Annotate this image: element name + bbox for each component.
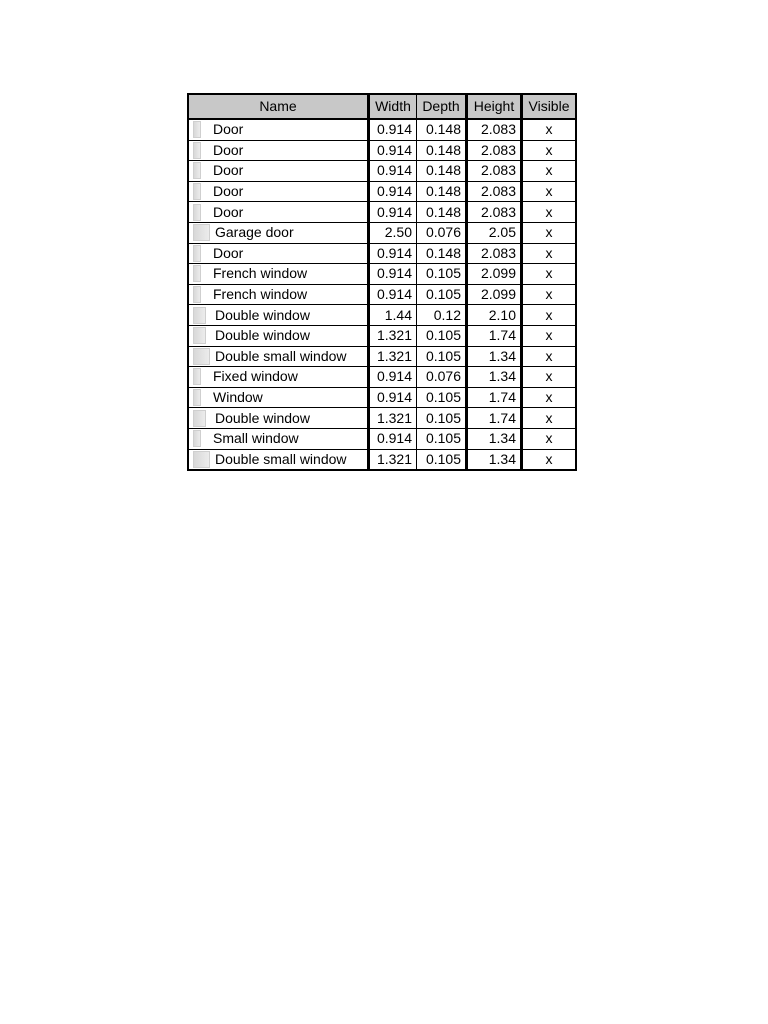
cell-height: 1.74 (467, 387, 522, 408)
cell-depth: 0.148 (417, 243, 467, 264)
name-wrap (193, 182, 367, 201)
cell-visible: x (522, 367, 577, 388)
furniture-table (187, 93, 577, 471)
table-row[interactable] (188, 449, 576, 470)
row-name-label: Door (213, 162, 244, 179)
cell-name (188, 346, 369, 367)
cell-depth: 0.076 (417, 367, 467, 388)
cell-visible: x (522, 264, 577, 285)
row-name-label: French window (213, 286, 308, 303)
table-row[interactable] (188, 222, 576, 243)
cell-name (188, 264, 369, 285)
row-name-label: Double window (215, 409, 310, 426)
cell-name (188, 119, 369, 140)
row-name-label: Double small window (215, 347, 347, 364)
cell-name (188, 408, 369, 429)
cell-width: 0.914 (369, 119, 417, 140)
french-window-icon (193, 286, 201, 303)
cell-height: 2.05 (467, 222, 522, 243)
double-small-window-icon (193, 348, 210, 365)
name-wrap (193, 388, 367, 407)
table-row[interactable] (188, 243, 576, 264)
table-body (188, 119, 576, 470)
cell-width: 0.914 (369, 140, 417, 161)
double-window-icon (193, 410, 206, 427)
cell-width: 1.321 (369, 325, 417, 346)
cell-name (188, 181, 369, 202)
row-name-label: Door (213, 121, 244, 138)
cell-width: 0.914 (369, 284, 417, 305)
cell-depth: 0.105 (417, 264, 467, 285)
name-wrap (193, 285, 367, 304)
cell-visible: x (522, 243, 577, 264)
garage-door-icon (193, 224, 210, 241)
cell-depth: 0.105 (417, 346, 467, 367)
table-row[interactable] (188, 181, 576, 202)
cell-visible: x (522, 449, 577, 470)
table-row[interactable] (188, 367, 576, 388)
cell-height: 1.34 (467, 346, 522, 367)
cell-depth: 0.148 (417, 140, 467, 161)
name-wrap (193, 326, 367, 345)
cell-depth: 0.148 (417, 161, 467, 182)
cell-visible: x (522, 161, 577, 182)
cell-visible: x (522, 408, 577, 429)
door-icon (193, 121, 201, 138)
name-wrap (193, 161, 367, 180)
table-row[interactable] (188, 119, 576, 140)
cell-width: 0.914 (369, 202, 417, 223)
cell-visible: x (522, 387, 577, 408)
door-icon (193, 142, 201, 159)
cell-name (188, 305, 369, 326)
cell-depth: 0.105 (417, 449, 467, 470)
cell-height: 1.74 (467, 325, 522, 346)
table-row[interactable] (188, 346, 576, 367)
door-icon (193, 204, 201, 221)
name-wrap (193, 203, 367, 222)
cell-height: 2.083 (467, 161, 522, 182)
cell-depth: 0.148 (417, 181, 467, 202)
cell-depth: 0.12 (417, 305, 467, 326)
name-wrap (193, 120, 367, 139)
door-icon (193, 183, 201, 200)
cell-depth: 0.105 (417, 387, 467, 408)
cell-height: 2.083 (467, 119, 522, 140)
name-wrap (193, 244, 367, 263)
cell-height: 1.34 (467, 449, 522, 470)
cell-width: 1.321 (369, 449, 417, 470)
cell-width: 0.914 (369, 428, 417, 449)
cell-name (188, 428, 369, 449)
cell-height: 1.34 (467, 367, 522, 388)
door-icon (193, 245, 201, 262)
cell-name (188, 161, 369, 182)
name-wrap (193, 450, 367, 469)
french-window-icon (193, 265, 201, 282)
column-header-name[interactable]: Name (188, 94, 369, 119)
cell-visible: x (522, 428, 577, 449)
name-wrap (193, 306, 367, 325)
cell-visible: x (522, 181, 577, 202)
cell-visible: x (522, 222, 577, 243)
row-name-label: Double window (215, 327, 310, 344)
cell-height: 2.083 (467, 140, 522, 161)
column-header-height[interactable]: Height (467, 94, 522, 119)
cell-width: 1.44 (369, 305, 417, 326)
row-name-label: Door (213, 141, 244, 158)
cell-depth: 0.148 (417, 202, 467, 223)
name-wrap (193, 429, 367, 448)
small-window-icon (193, 430, 201, 447)
cell-name (188, 140, 369, 161)
cell-visible: x (522, 284, 577, 305)
double-window-icon (193, 307, 206, 324)
window-icon (193, 389, 201, 406)
cell-height: 2.099 (467, 284, 522, 305)
cell-depth: 0.105 (417, 408, 467, 429)
cell-height: 2.10 (467, 305, 522, 326)
cell-width: 0.914 (369, 181, 417, 202)
cell-height: 2.083 (467, 202, 522, 223)
row-name-label: Door (213, 244, 244, 261)
table-row[interactable] (188, 284, 576, 305)
cell-depth: 0.105 (417, 428, 467, 449)
table-row[interactable] (188, 140, 576, 161)
row-name-label: Fixed window (213, 368, 298, 385)
row-name-label: Door (213, 183, 244, 200)
row-name-label: Garage door (215, 224, 294, 241)
cell-depth: 0.105 (417, 284, 467, 305)
row-name-label: Window (213, 389, 263, 406)
row-name-label: Door (213, 203, 244, 220)
cell-depth: 0.148 (417, 119, 467, 140)
cell-visible: x (522, 325, 577, 346)
table-row[interactable] (188, 202, 576, 223)
cell-width: 0.914 (369, 264, 417, 285)
name-wrap (193, 347, 367, 366)
cell-width: 0.914 (369, 161, 417, 182)
cell-visible: x (522, 346, 577, 367)
double-small-window-icon (193, 451, 210, 468)
column-header-width[interactable]: Width (369, 94, 417, 119)
name-wrap (193, 223, 367, 242)
cell-depth: 0.076 (417, 222, 467, 243)
cell-width: 0.914 (369, 243, 417, 264)
cell-depth: 0.105 (417, 325, 467, 346)
cell-width: 0.914 (369, 387, 417, 408)
cell-width: 1.321 (369, 408, 417, 429)
row-name-label: French window (213, 265, 308, 282)
cell-name (188, 387, 369, 408)
row-name-label: Double window (215, 306, 310, 323)
name-wrap (193, 141, 367, 160)
cell-visible: x (522, 305, 577, 326)
column-header-visible[interactable]: Visible (522, 94, 577, 119)
table-header-row (188, 94, 576, 119)
cell-width: 2.50 (369, 222, 417, 243)
table-row[interactable] (188, 264, 576, 285)
door-icon (193, 162, 201, 179)
name-wrap (193, 264, 367, 283)
cell-name (188, 284, 369, 305)
row-name-label: Small window (213, 430, 299, 447)
table-row[interactable] (188, 305, 576, 326)
column-header-depth[interactable]: Depth (417, 94, 467, 119)
table-row[interactable] (188, 428, 576, 449)
cell-height: 2.083 (467, 243, 522, 264)
name-wrap (193, 367, 367, 386)
cell-name (188, 222, 369, 243)
cell-visible: x (522, 140, 577, 161)
cell-name (188, 325, 369, 346)
cell-height: 1.74 (467, 408, 522, 429)
table-row[interactable] (188, 387, 576, 408)
cell-name (188, 243, 369, 264)
row-name-label: Double small window (215, 450, 347, 467)
double-window-icon (193, 327, 206, 344)
cell-visible: x (522, 119, 577, 140)
cell-width: 0.914 (369, 367, 417, 388)
table-row[interactable] (188, 161, 576, 182)
cell-name (188, 367, 369, 388)
table-row[interactable] (188, 325, 576, 346)
cell-visible: x (522, 202, 577, 223)
cell-name (188, 449, 369, 470)
cell-height: 2.099 (467, 264, 522, 285)
fixed-window-icon (193, 368, 201, 385)
name-wrap (193, 409, 367, 428)
cell-name (188, 202, 369, 223)
cell-height: 1.34 (467, 428, 522, 449)
cell-width: 1.321 (369, 346, 417, 367)
cell-height: 2.083 (467, 181, 522, 202)
table-row[interactable] (188, 408, 576, 429)
